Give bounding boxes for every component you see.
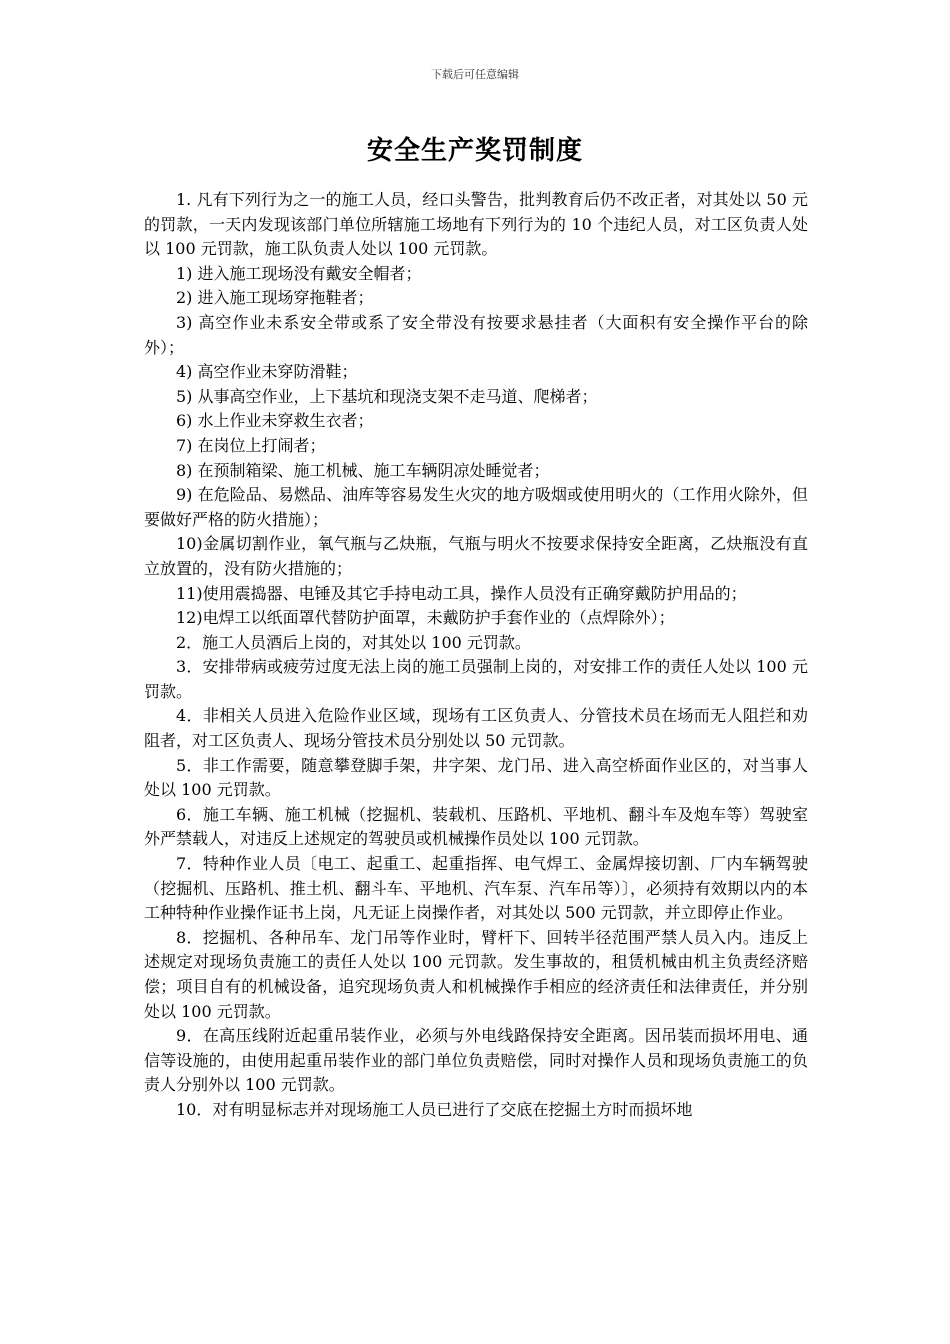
paragraph: 5) 从事高空作业，上下基坑和现浇支架不走马道、爬梯者； [176, 386, 598, 406]
paragraph: 3) 高空作业未系安全带或系了安全带没有按要求悬挂者（大面积有安全操作平台的除外）； [144, 312, 808, 357]
header-note: 下载后可任意编辑 [431, 68, 519, 81]
paragraph: 9) 在危险品、易燃品、油库等容易发生火灾的地方吸烟或使用明火的（工作用火除外，但要做好严格的防火措施）； [144, 485, 808, 529]
paragraph: 1. 凡有下列行为之一的施工人员，经口头警告，批判教育后仍不改正者，对其处以 50 元的罚款，一天内发现该部门单位所辖施工场地有下列行为的 10 个违纪人员，对工区负责人处以 100 元罚款，施工队负责人处以 100 元罚款。 [144, 190, 808, 259]
paragraph: 10)金属切割作业，氧气瓶与乙炔瓶，气瓶与明火不按要求保持安全距离，乙炔瓶没有直立放置的，没有防火措施的； [144, 534, 808, 578]
paragraph: 5．非工作需要，随意攀登脚手架，井字架、龙门吊、进入高空桥面作业区的，对当事人处以 100 元罚款。 [144, 755, 808, 800]
paragraph: 3．安排带病或疲劳过度无法上岗的施工员强制上岗的，对安排工作的责任人处以 100 元罚款。 [144, 657, 808, 701]
paragraph: 2．施工人员酒后上岗的，对其处以 100 元罚款。 [176, 632, 531, 652]
paragraph: 1) 进入施工现场没有戴安全帽者； [176, 263, 422, 283]
document-body [144, 188, 808, 1123]
paragraph: 8) 在预制箱梁、施工机械、施工车辆阴凉处睡觉者； [176, 460, 550, 480]
paragraph: 4．非相关人员进入危险作业区域，现场有工区负责人、分管技术员在场而无人阻拦和劝阻者，对工区负责人、现场分管技术员分别处以 50 元罚款。 [144, 706, 808, 751]
paragraph: 6) 水上作业未穿救生衣者； [176, 411, 374, 431]
paragraph: 6．施工车辆、施工机械（挖掘机、装载机、压路机、平地机、翻斗车及炮车等）驾驶室外严禁载人，对违反上述规定的驾驶员或机械操作员处以 100 元罚款。 [144, 804, 808, 849]
paragraph: 7) 在岗位上打闹者； [176, 435, 326, 455]
paragraph: 4) 高空作业未穿防滑鞋； [176, 362, 358, 382]
paragraph: 8．挖掘机、各种吊车、龙门吊等作业时，臂杆下、回转半径范围严禁人员入内。违反上述规定对现场负责施工的责任人处以 100 元罚款。发生事故的，租赁机械由机主负责经济赔偿；项目自有的机械设备，追究现场负责人和机械操作手相应的经济责任和法律责任，并分别处以 100 元罚款。 [144, 927, 808, 1021]
paragraph: 12)电焊工以纸面罩代替防护面罩，未戴防护手套作业的（点焊除外）； [176, 608, 675, 628]
paragraph: 7．特种作业人员〔电工、起重工、起重指挥、电气焊工、金属焊接切割、厂内车辆驾驶（挖掘机、压路机、推土机、翻斗车、平地机、汽车泵、汽车吊等）〕，必须持有效期以内的本工种特种作业操作证书上岗，凡无证上岗操作者，对其处以 500 元罚款，并立即停止作业。 [144, 854, 808, 923]
paragraph: 10．对有明显标志并对现场施工人员已进行了交底在挖掘土方时而损坏地 [176, 1099, 693, 1119]
paragraph: 11)使用震捣器、电锤及其它手持电动工具，操作人员没有正确穿戴防护用品的； [176, 583, 747, 603]
paragraph: 2) 进入施工现场穿拖鞋者； [176, 288, 374, 308]
document-title: 安全生产奖罚制度 [366, 136, 583, 166]
paragraph: 9．在高压线附近起重吊装作业，必须与外电线路保持安全距离。因吊装而损坏用电、通信等设施的，由使用起重吊装作业的部门单位负责赔偿，同时对操作人员和现场负责施工的负责人分别外以 100 元罚款。 [144, 1026, 808, 1095]
